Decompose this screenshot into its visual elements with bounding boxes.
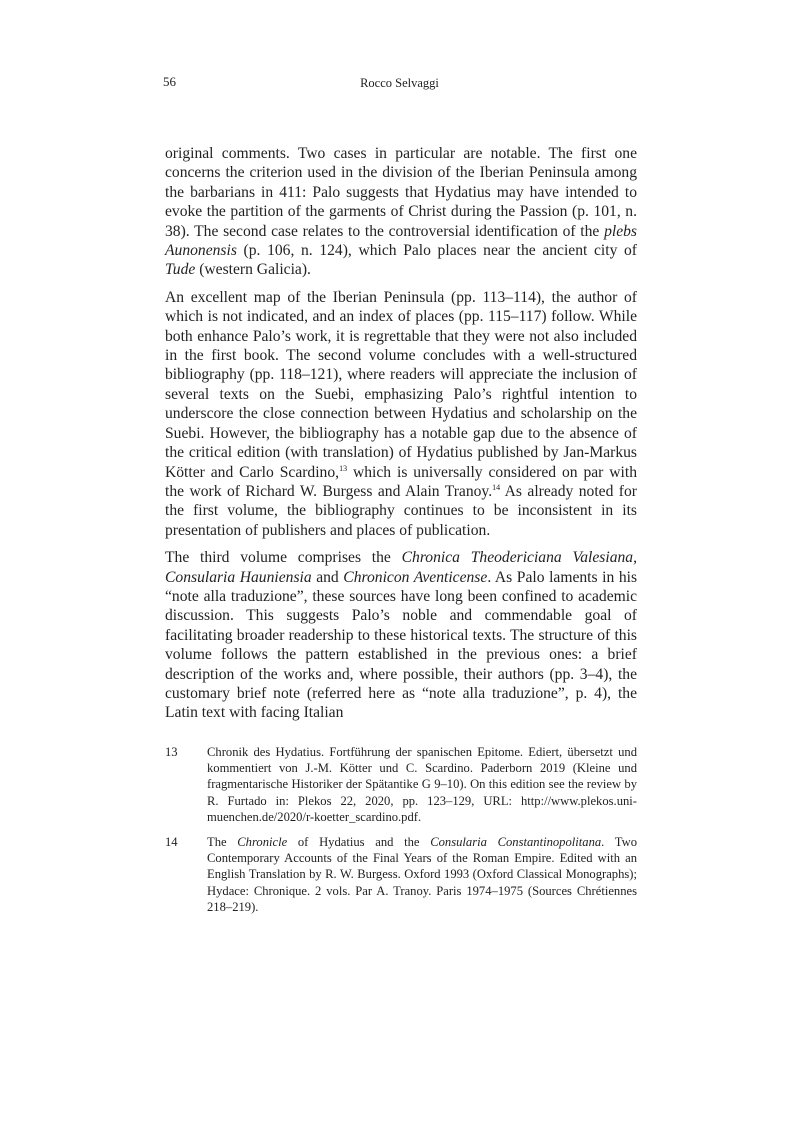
footnote-text — [207, 744, 637, 825]
footnote-text — [207, 834, 637, 915]
body-text — [165, 144, 637, 731]
text-run: The third volume comprises the — [165, 549, 402, 567]
text-run: Chronik des Hydatius. Fortführung der spanischen Epitome. Ediert, übersetzt und kommentiert von J.-M. Kötter und C. Scardino. Paderborn 2019 (Kleine und fragmentarische Historiker der Spätantike G 9–10). On this edition see the review by R. Furtado in: Plekos 22, 2020, pp. 123–129, URL: http://www.plekos.uni-muenchen.de/2020/r-koetter_scardino.pdf. — [207, 745, 637, 824]
running-head: Rocco Selvaggi — [360, 76, 439, 90]
text-run: of Hydatius and the — [287, 835, 431, 850]
footnote-13 — [165, 744, 637, 825]
footnote-reference[interactable]: 14 — [492, 482, 501, 492]
paragraph — [165, 288, 637, 540]
text-run: The — [207, 835, 238, 850]
page-number: 56 — [163, 74, 176, 89]
paragraph — [165, 144, 637, 280]
footnotes — [165, 744, 637, 924]
text-run: As already noted for the first volume, the bibliography continues to be inconsistent in its presentation of publishers and places of publication. — [165, 482, 637, 539]
footnote-reference[interactable]: 13 — [339, 463, 348, 473]
footnote-number: 14 — [165, 835, 178, 850]
italic-text: Consularia Constantinopolitana — [430, 835, 602, 850]
footnote-14 — [165, 834, 637, 915]
text-run: . Two Contemporary Accounts of the Final Years of the Roman Empire. Edited with an English Translation by R. W. Burgess. Oxford 1993 (Oxford Classical Monographs); Hydace: Chronique. 2 vols. Par A. Tranoy. Paris 1974–1975 (Sources Chrétiennes 218–219). — [207, 835, 637, 914]
footnote-number: 13 — [165, 745, 178, 759]
text-run: (western Galicia). — [195, 261, 311, 279]
text-run: and — [311, 568, 344, 586]
italic-text: Chronica Theodericiana Valesiana — [401, 549, 634, 567]
text-run: (p. 106, n. 124), which Palo places near the ancient city of — [236, 242, 637, 260]
text-run: which is universally considered on par with the work of Richard W. Burgess and Alain Tranoy. — [165, 463, 637, 500]
italic-text: Consularia Hauniensia — [165, 568, 312, 586]
italic-text: plebs Aunonensis — [165, 222, 637, 260]
text-run: original comments. Two cases in particular are notable. The first one concerns the criterion used in the division of the Iberian Peninsula among the barbarians in 411: Palo suggests that Hydatius may have intended to evoke the partition of the garments of Christ during the Passion (p. 101, n. 38). The second case relates to the controversial identification of the — [165, 145, 637, 240]
text-run: . As Palo laments in his “note alla traduzione”, these sources have long been confined to academic discussion. This suggests Palo’s noble and commendable goal of facilitating broader readership to these historical texts. The structure of this volume follows the pattern established in the previous ones: a brief description of the works and, where possible, their authors (pp. 3–4), the customary brief note (referred here as “note alla traduzione”, p. 4), the Latin text with facing Italian — [165, 568, 638, 722]
italic-text: Chronicle — [237, 835, 288, 850]
paragraph — [165, 548, 637, 723]
text-run: An excellent map of the Iberian Peninsula (pp. 113–114), the author of which is not indicated, and an index of places (pp. 115–117) follow. While both enhance Palo’s work, it is regrettable that they were not also included in the first book. The second volume concludes with a well-structured bibliography (pp. 118–121), where readers will appreciate the inclusion of several texts on the Suebi, emphasizing Palo’s rightful intention to underscore the close connection between Hydatius and scholarship on the Suebi. However, the bibliography has a notable gap due to the absence of the critical edition (with translation) of Hydatius published by Jan-Markus Kötter and Carlo Scardino, — [165, 288, 637, 481]
italic-text: Chronicon Aventicense — [343, 568, 488, 586]
text-run: , — [633, 549, 637, 567]
italic-text: Tude — [165, 261, 196, 279]
